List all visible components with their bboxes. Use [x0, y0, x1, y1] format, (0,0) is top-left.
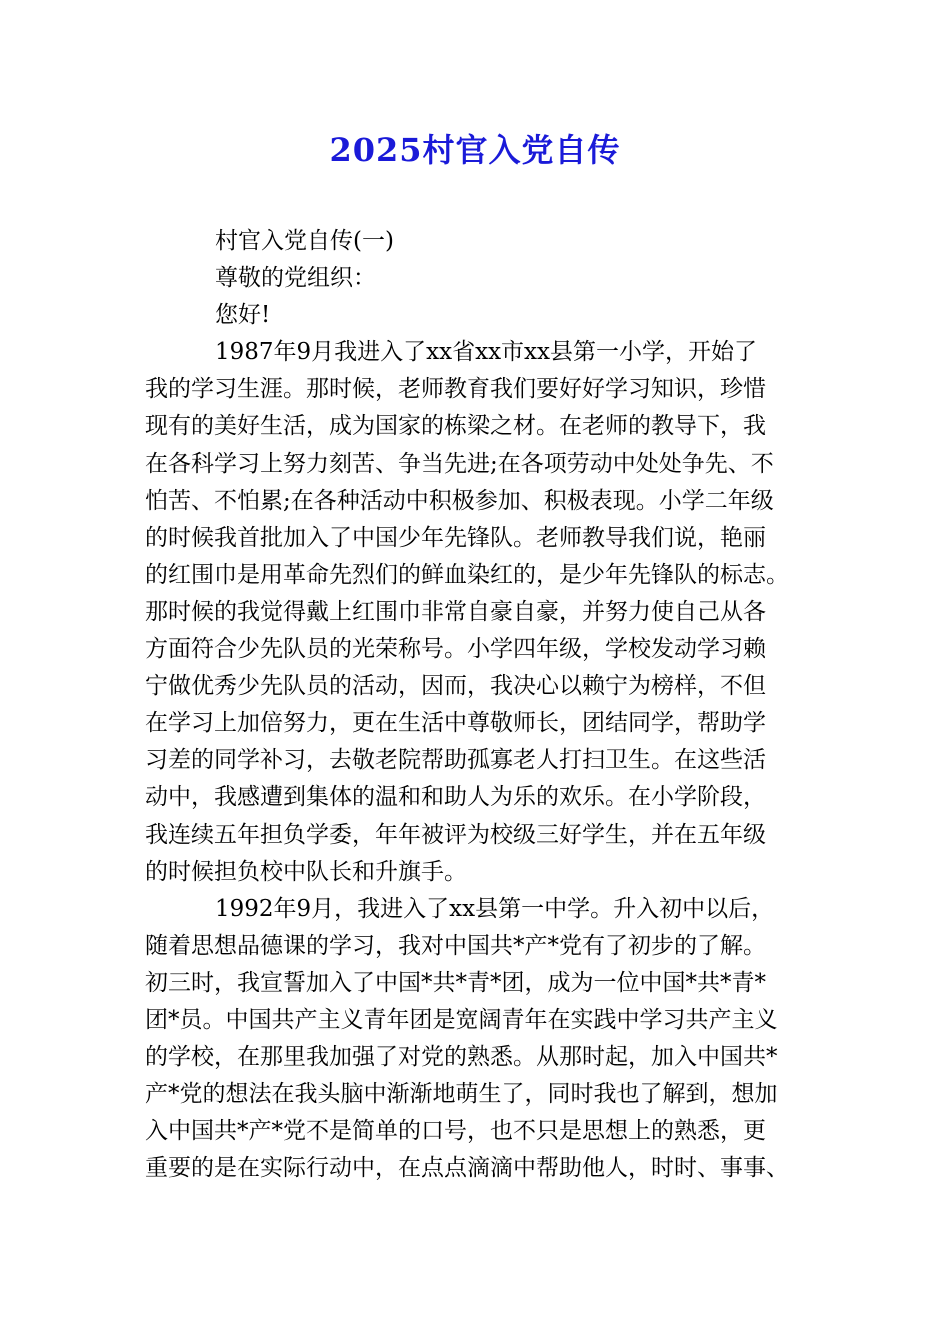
text-line: 入中国共*产*党不是简单的口号，也不只是思想上的熟悉，更: [145, 1118, 766, 1145]
text-line: 的时候担负校中队长和升旗手。: [145, 858, 467, 885]
text-line: 初三时，我宣誓加入了中国*共*青*团，成为一位中国*共*青*: [145, 969, 766, 996]
text-line: 的学校，在那里我加强了对党的熟悉。从那时起，加入中国共*: [145, 1044, 778, 1071]
text-line: 动中，我感遭到集体的温和和助人为乐的欢乐。在小学阶段，: [145, 784, 766, 811]
text-line: 尊敬的党组织：: [215, 265, 376, 292]
text-line: 在各科学习上努力刻苦、争当先进;在各项劳动中处处争先、不: [145, 450, 774, 477]
text-line: 团*员。中国共产主义青年团是宽阔青年在实践中学习共产主义: [145, 1006, 778, 1033]
text-line: 您好!: [215, 302, 271, 329]
text-line: 1992年9月，我进入了xx县第一中学。升入初中以后，: [215, 895, 775, 922]
text-line: 的时候我首批加入了中国少年先锋队。老师教导我们说，艳丽: [145, 524, 766, 551]
text-line: 在学习上加倍努力，更在生活中尊敬师长，团结同学，帮助学: [145, 710, 766, 737]
text-line: 的红围巾是用革命先烈们的鲜血染红的，是少年先锋队的标志。: [145, 561, 789, 588]
text-line: 习差的同学补习，去敬老院帮助孤寡老人打扫卫生。在这些活: [145, 747, 766, 774]
text-line: 宁做优秀少先队员的活动，因而，我决心以赖宁为榜样，不但: [145, 673, 766, 700]
text-line: 重要的是在实际行动中，在点点滴滴中帮助他人，时时、事事、: [145, 1155, 789, 1182]
text-line: 方面符合少先队员的光荣称号。小学四年级，学校发动学习赖: [145, 636, 766, 663]
text-line: 我连续五年担负学委，年年被评为校级三好学生，并在五年级: [145, 821, 766, 848]
text-line: 我的学习生涯。那时候，老师教育我们要好好学习知识，珍惜: [145, 376, 766, 403]
document-body: [145, 223, 805, 1187]
text-line: 怕苦、不怕累;在各种活动中积极参加、积极表现。小学二年级: [145, 487, 774, 514]
document-title: 2025村官入党自传: [329, 131, 621, 169]
text-line: 产*党的想法在我头脑中渐渐地萌生了，同时我也了解到，想加: [145, 1081, 778, 1108]
text-line: 村官入党自传(一): [215, 228, 394, 254]
text-line: 随着思想品德课的学习，我对中国共*产*党有了初步的了解。: [145, 932, 766, 959]
text-line: 1987年9月我进入了xx省xx市xx县第一小学，开始了: [215, 339, 757, 366]
text-line: 那时候的我觉得戴上红围巾非常自豪自豪，并努力使自己从各: [145, 598, 766, 625]
text-line: 现有的美好生活，成为国家的栋梁之材。在老师的教导下，我: [145, 413, 766, 440]
